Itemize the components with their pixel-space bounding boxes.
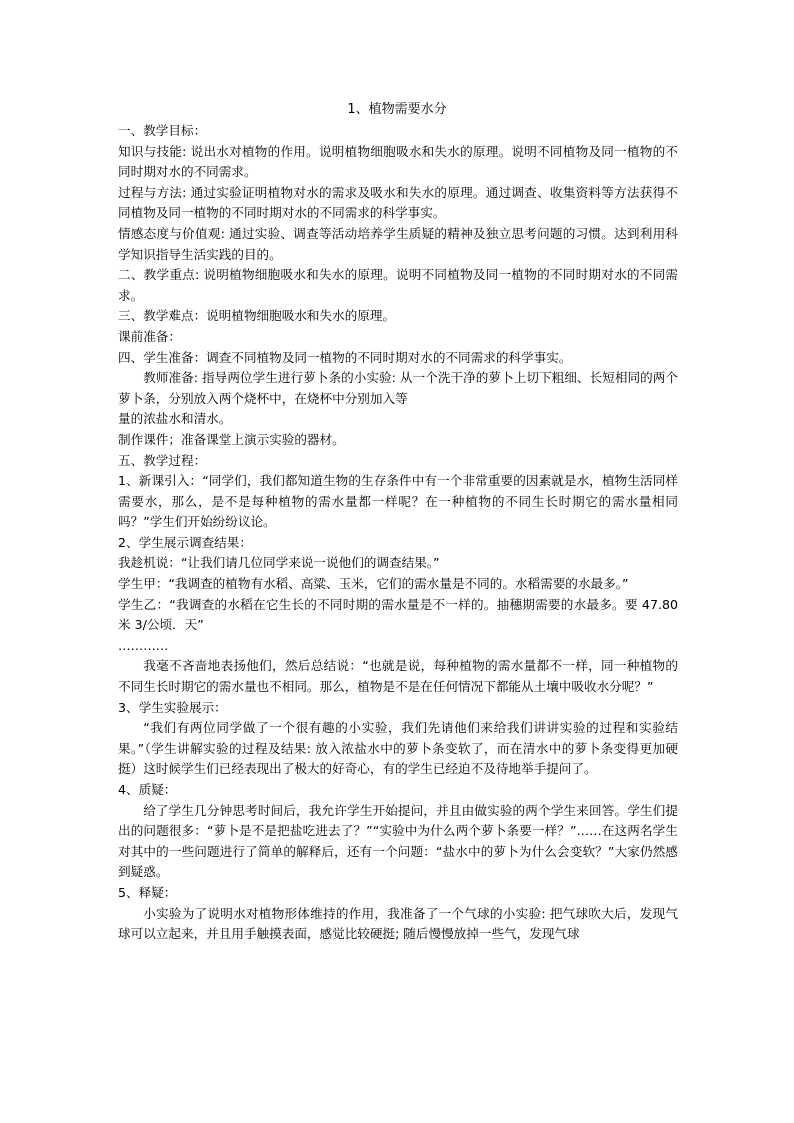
document-body — [118, 121, 678, 945]
paragraph: 二、教学重点: 说明植物细胞吸水和失水的原理。说明不同植物及同一植物的不同时期对水的不同需求。 — [118, 267, 678, 303]
paragraph: 情感态度与价值观: 通过实验、调查等活动培养学生质疑的精神及独立思考问题的习惯。达到利用科学知识指导生活实践的目的。 — [118, 225, 678, 262]
paragraph: 小实验为了说明水对植物形体维持的作用，我准备了一个气球的小实验: 把气球吹大后，发现气球可以立起来，并且用手触摸表面，感觉比较硬挺; 随后慢慢放掉一些气，发现气球 — [118, 905, 678, 942]
paragraph: 制作课件；准备课堂上演示实验的器材。 — [118, 431, 345, 447]
paragraph: 3、学生实验展示： — [118, 699, 227, 715]
paragraph: 教师准备: 指导两位学生进行萝卜条的小实验: 从一个洗干净的萝卜上切下粗细、长短相同的两个萝卜条，分别放入两个烧杯中，在烧杯中分别加入等 — [118, 370, 678, 406]
paragraph: 量的浓盐水和清水。 — [118, 411, 232, 427]
paragraph: 我毫不吝啬地表扬他们，然后总结说：“也就是说，每种植物的需水量都不一样，同一种植物的不同生长时期它的需水量也不相同。那么，植物是不是在任何情况下都能从土壤中吸收水分呢？” — [118, 658, 678, 695]
paragraph: 一、教学目标： — [118, 123, 207, 138]
paragraph: 五、教学过程： — [118, 452, 207, 468]
paragraph: 我趁机说：“让我们请几位同学来说一说他们的调查结果。” — [118, 555, 440, 571]
paragraph: 课前准备： — [118, 328, 181, 344]
paragraph: “我们有两位同学做了一个很有趣的小实验，我们先请他们来给我们讲讲实验的过程和实验结果。”（学生讲解实验的过程及结果: 放入浓盐水中的萝卜条变软了，而在清水中的萝卜条变得更加硬挺）这时候学生们已经表现出了极大的好奇心，有的学生已经迫不及待地举手提问了。 — [118, 720, 678, 777]
paragraph: 4、质疑： — [118, 782, 177, 797]
paragraph: 四、学生准备：调查不同植物及同一植物的不同时期对水的不同需求的科学事实。 — [118, 349, 572, 365]
paragraph: 1、新课引入：“同学们，我们都知道生物的生存条件中有一个非常重要的因素就是水，植物生活同样需要水，那么，是不是每种植物的需水量都一样呢？在一种植物的不同生长时期它的需水量相同吗？”学生们开始纷纷议论。 — [118, 473, 678, 530]
paragraph: 给了学生几分钟思考时间后，我允许学生开始提问，并且由做实验的两个学生来回答。学生们提出的问题很多：“萝卜是不是把盐吃进去了？”“实验中为什么两个萝卜条要一样？”……在这两名学生对其中的一些问题进行了简单的解释后，还有一个问题：“盐水中的萝卜为什么会变软？”大家仍然感到疑惑。 — [118, 802, 678, 880]
paragraph: 2、学生展示调查结果： — [118, 534, 252, 550]
paragraph: 5、释疑： — [118, 884, 177, 900]
paragraph: 学生甲：“我调查的植物有水稻、高粱、玉米，它们的需水量是不同的。水稻需要的水最多。” — [118, 576, 629, 592]
paragraph: 过程与方法: 通过实验证明植物对水的需求及吸水和失水的原理。通过调查、收集资料等方法获得不同植物及同一植物的不同时期对水的不同需求的科学事实。 — [118, 184, 678, 221]
paragraph: 学生乙：“我调查的水稻在它生长的不同时期的需水量是不一样的。抽穗期需要的水最多。要 47.80 米 3/公顷．天” — [118, 596, 678, 633]
paragraph: ………… — [118, 637, 169, 653]
paragraph: 三、教学难点：说明植物细胞吸水和失水的原理。 — [118, 308, 396, 324]
document-title: 1、植物需要水分 — [347, 102, 447, 117]
paragraph: 知识与技能: 说出水对植物的作用。说明植物细胞吸水和失水的原理。说明不同植物及同一植物的不同时期对水的不同需求。 — [118, 143, 678, 180]
